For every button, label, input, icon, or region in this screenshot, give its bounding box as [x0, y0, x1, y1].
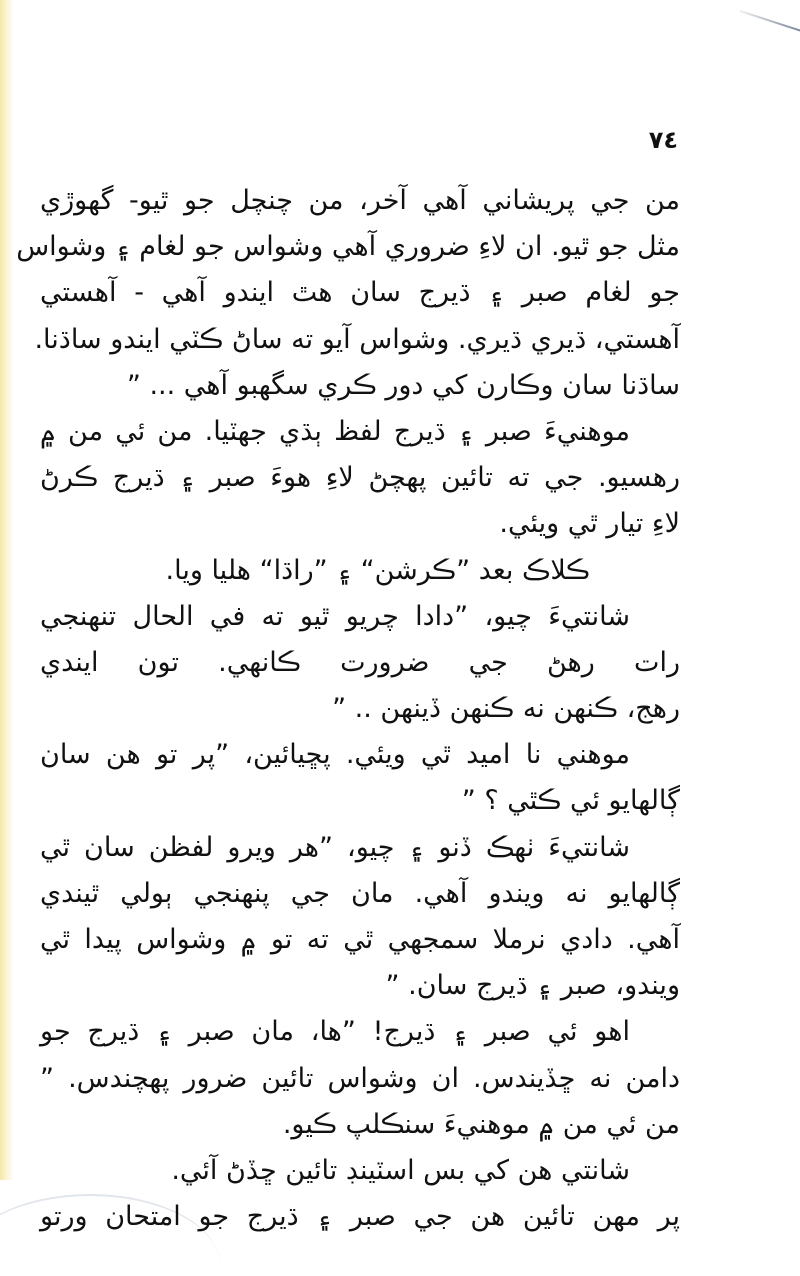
text-line: لاءِ تيار ٿي ويئي.: [499, 508, 680, 540]
text-line: من جي پريشاني آهي آخر، من چنچل جو ٿيو- گهوڙي: [40, 185, 680, 216]
text-line: آهي. دادي نرملا سمجهي ٿي ته تو ۾ وشواس پيدا ٿي: [40, 924, 680, 955]
page-corner-curl: [740, 10, 800, 34]
text-line: جو لغام صبر ۽ ڌيرج سان هٿ ايندو آهي - آهستي: [40, 277, 680, 309]
body-text: [16, 178, 680, 1240]
page-number: ٧٤: [648, 126, 678, 154]
text-line: ڳالهايو نه ويندو آهي. مان جي پنهنجي ٻولي ٿيندي: [40, 877, 680, 909]
text-line: من ئي من ۾ موهنيءَ سنڪلپ ڪيو.: [282, 1108, 680, 1140]
text-line: اهو ئي صبر ۽ ڌيرج! ”ها، مان صبر ۽ ڌيرج جو: [40, 1016, 630, 1048]
text-line: ويندو، صبر ۽ ڌيرج سان. ”: [385, 970, 680, 1002]
text-line: رات رهڻ جي ضرورت ڪانهي. تون ايندي: [40, 646, 680, 678]
text-line: موهني نا اميد ٿي ويئي. پڇيائين، ”پر تو هن سان: [40, 739, 630, 771]
text-line: شانتيءَ ٺهڪ ڏنو ۽ چيو، ”هر ويرو لفظن سان ٿي: [40, 831, 630, 863]
text-line: رهج، ڪنهن نه ڪنهن ڏينهن .. ”: [332, 693, 680, 725]
text-line: شانتي هن کي بس اسٽينڊ تائين ڇڏڻ آئي.: [171, 1154, 630, 1186]
text-line: پر مهن تائين هن جي صبر ۽ ڌيرج جو امتحان ورتو: [40, 1201, 680, 1233]
text-line: ڳالهايو ئي ڪٿي ؟ ”: [461, 785, 680, 817]
text-line: رهسيو. جي ته تائين پهچڻ لاءِ هوءَ صبر ۽ ڌيرج ڪرڻ: [40, 462, 680, 494]
text-line: دامن نه ڇڏيندس. ان وشواس تائين ضرور پهچندس. ”: [40, 1062, 680, 1094]
text-line: مثل جو ٿيو. ان لاءِ ضروري آهي وشواس جو لغام ۽ وشواس: [16, 231, 680, 263]
text-line: شانتيءَ چيو، ”دادا چريو ٿيو ته في الحال تنهنجي: [40, 600, 630, 632]
text-line: ساڌنا سان وڪارن کي دور ڪري سگهبو آهي ... ”: [126, 369, 680, 401]
page-edge-tint: [0, 0, 14, 1180]
text-line: ڪلاڪ بعد ”ڪرشن“ ۽ ”راڌا“ هليا ويا.: [165, 554, 590, 586]
text-line: آهستي، ڌيري ڌيري. وشواس آيو ته ساڻ ڪٽي ايندو ساڌنا.: [34, 323, 680, 355]
text-line: موهنيءَ صبر ۽ ڌيرج لفظ ٻڌي جهٽيا. من ئي من ۾: [40, 415, 630, 447]
